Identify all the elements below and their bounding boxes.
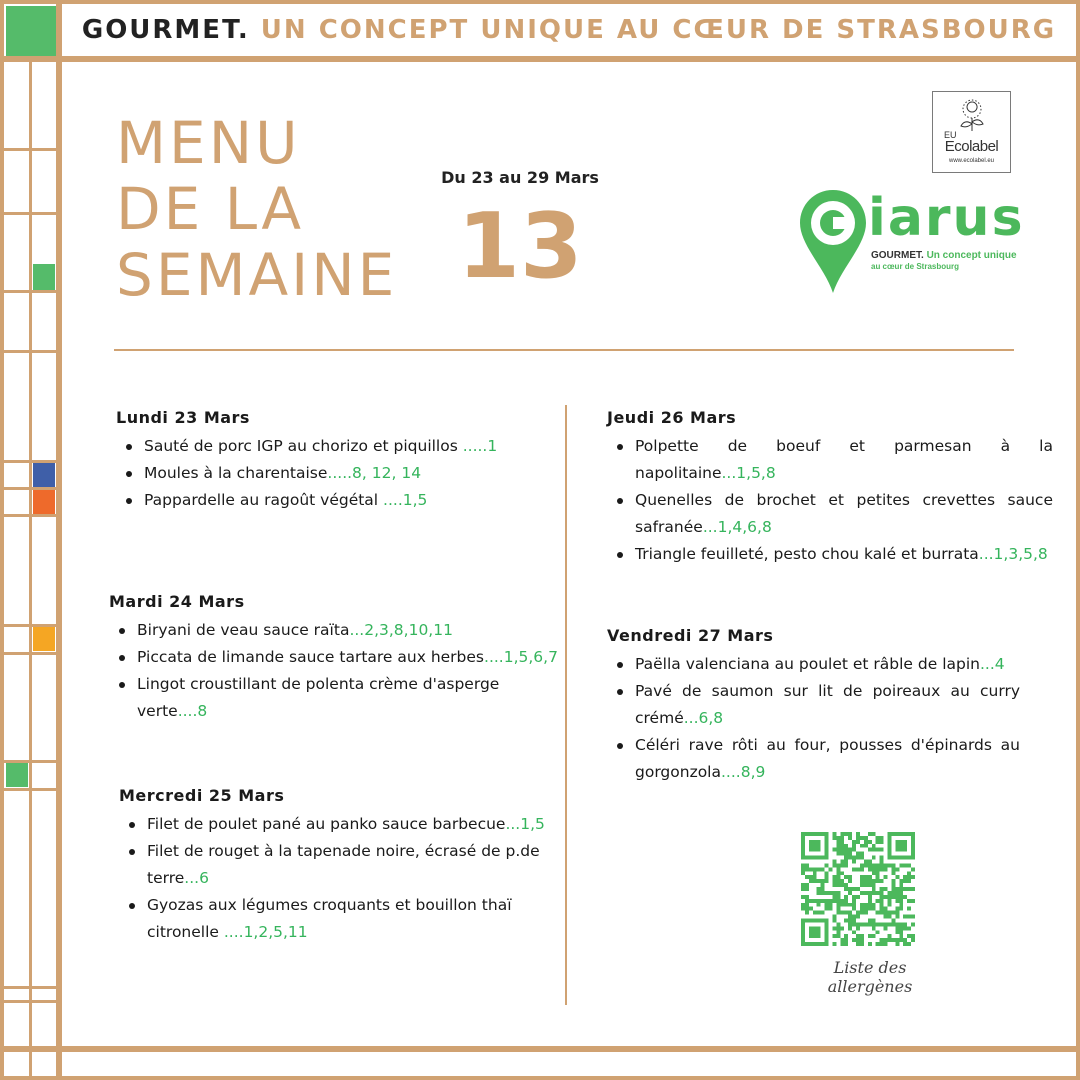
- allergen-list-caption: Liste des allergènes: [827, 958, 913, 996]
- allergen-codes: .....8, 12, 14: [327, 464, 422, 482]
- allergen-codes: ...2,3,8,10,11: [349, 621, 453, 639]
- allergen-codes: ....1,5: [383, 491, 428, 509]
- dish-name: Filet de poulet pané au panko sauce barbecue: [147, 815, 506, 833]
- dish-list: [109, 617, 559, 725]
- dish-name: Triangle feuilleté, pesto chou kalé et burrata: [635, 545, 979, 563]
- week-number: 13: [457, 194, 583, 299]
- ecolabel-eu: EU: [944, 130, 957, 140]
- ecolabel-flower-icon: [957, 98, 987, 132]
- dish-list: [607, 651, 1020, 786]
- dish-name: Piccata de limande sauce tartare aux herbes: [137, 648, 485, 666]
- grid-line: [0, 148, 60, 151]
- allergen-codes: ...1,5,8: [721, 464, 776, 482]
- grid-line: [0, 1000, 60, 1003]
- dish-item: [607, 433, 1053, 487]
- content-bottom-border: [0, 1046, 1080, 1052]
- grid-line: [0, 652, 60, 655]
- grid-line: [0, 986, 60, 989]
- dish-name: Quenelles de brochet et petites crevettes sauce safranée: [635, 491, 1053, 536]
- ciarus-logo-tagline-2: au cœur de Strasbourg: [871, 262, 960, 271]
- day-section-vendredi: [607, 626, 1020, 786]
- dish-item: [607, 732, 1020, 786]
- day-title: Mardi 24 Mars: [109, 592, 245, 611]
- dish-list: [116, 433, 556, 514]
- day-title: Mercredi 25 Mars: [119, 786, 285, 805]
- dish-name: Lingot croustillant de polenta crème d'asperge verte: [137, 675, 500, 720]
- menu-title-line: DE LA: [116, 175, 305, 243]
- grid-line: [0, 514, 60, 517]
- header-tagline: UN CONCEPT UNIQUE AU CŒUR DE STRASBOURG: [260, 15, 1057, 45]
- day-section-jeudi: [607, 408, 1053, 568]
- allergen-codes: .....1: [462, 437, 498, 455]
- dish-name: Paëlla valenciana au poulet et râble de lapin: [635, 655, 980, 673]
- frame-bottom-border: [0, 1076, 1080, 1080]
- allergen-codes: ....1,2,5,11: [223, 923, 308, 941]
- grid-line: [0, 290, 60, 293]
- dish-name: Pappardelle au ragoût végétal: [144, 491, 384, 509]
- horizontal-divider: [114, 349, 1014, 351]
- allergen-codes: ...1,5: [505, 815, 545, 833]
- dish-item: [607, 487, 1053, 541]
- allergen-codes: ...6,8: [683, 709, 724, 727]
- allergen-codes: ...1,3,5,8: [978, 545, 1048, 563]
- green-square: [33, 264, 55, 290]
- content-left-border: [56, 0, 62, 1080]
- grid-line: [0, 212, 60, 215]
- menu-title-line: SEMAINE: [116, 241, 398, 309]
- dish-name: Filet de rouget à la tapenade noire, écrasé de p.de terre: [147, 842, 540, 887]
- dish-name: Biryani de veau sauce raïta: [137, 621, 350, 639]
- yellow-square: [33, 627, 55, 651]
- ciarus-tag-rest: Un concept unique: [926, 250, 1017, 261]
- dish-item: [119, 892, 549, 946]
- ciarus-logo-word: iarus: [868, 188, 1025, 248]
- qr-code-icon[interactable]: [801, 832, 915, 946]
- header-bottom-border: [0, 56, 1080, 62]
- day-title: Lundi 23 Mars: [116, 408, 250, 427]
- ecolabel-logo: [932, 91, 1011, 173]
- orange-square: [33, 490, 55, 514]
- dish-item: [119, 811, 549, 838]
- allergen-codes: ...6: [184, 869, 209, 887]
- vertical-divider: [565, 405, 567, 1005]
- dish-name: Gyozas aux légumes croquants et bouillon thaï citronelle: [147, 896, 512, 941]
- allergen-codes: ....8: [177, 702, 208, 720]
- dish-item: [607, 651, 1020, 678]
- frame-left-border: [0, 0, 4, 1080]
- green-square: [6, 763, 28, 787]
- dish-item: [607, 541, 1053, 568]
- ciarus-logo-tagline: [871, 250, 1017, 261]
- dish-name: Sauté de porc IGP au chorizo et piquillos: [144, 437, 463, 455]
- allergen-codes: ....1,5,6,7: [484, 648, 558, 666]
- allergen-codes: ...4: [979, 655, 1005, 673]
- day-title: Jeudi 26 Mars: [607, 408, 737, 427]
- dish-item: [116, 487, 556, 514]
- day-section-mardi: [109, 592, 559, 725]
- menu-title-line: MENU: [116, 109, 301, 177]
- frame-right-border: [1076, 0, 1080, 1080]
- day-title: Vendredi 27 Mars: [607, 626, 774, 645]
- day-section-mercredi: [119, 786, 549, 946]
- dish-item: [109, 644, 559, 671]
- allergen-codes: ...1,4,6,8: [702, 518, 772, 536]
- dish-name: Polpette de boeuf et parmesan à la napolitaine: [635, 437, 1053, 482]
- dish-name: Moules à la charentaise: [144, 464, 328, 482]
- dish-item: [116, 433, 556, 460]
- date-range: Du 23 au 29 Mars: [441, 168, 599, 187]
- dish-item: [116, 460, 556, 487]
- dish-list: [119, 811, 549, 946]
- dish-name: Céléri rave rôti au four, pousses d'épinards au gorgonzola: [635, 736, 1020, 781]
- ciarus-tag-brand: GOURMET.: [871, 250, 924, 261]
- day-section-lundi: [116, 408, 556, 514]
- green-square: [6, 6, 56, 56]
- header-brand: GOURMET.: [81, 15, 250, 45]
- dish-item: [119, 838, 549, 892]
- ecolabel-url: www.ecolabel.eu: [948, 158, 995, 164]
- grid-line: [0, 350, 60, 353]
- header-banner: [62, 4, 1076, 56]
- blue-square: [33, 463, 55, 487]
- menu-title: [116, 110, 416, 308]
- dish-item: [109, 617, 559, 644]
- dish-item: [109, 671, 559, 725]
- dish-name: Pavé de saumon sur lit de poireaux au curry crémé: [635, 682, 1020, 727]
- dish-item: [607, 678, 1020, 732]
- dish-list: [607, 433, 1053, 568]
- ecolabel-name: Ecolabel: [944, 138, 999, 155]
- allergen-codes: ....8,9: [721, 763, 766, 781]
- grid-line: [0, 788, 60, 791]
